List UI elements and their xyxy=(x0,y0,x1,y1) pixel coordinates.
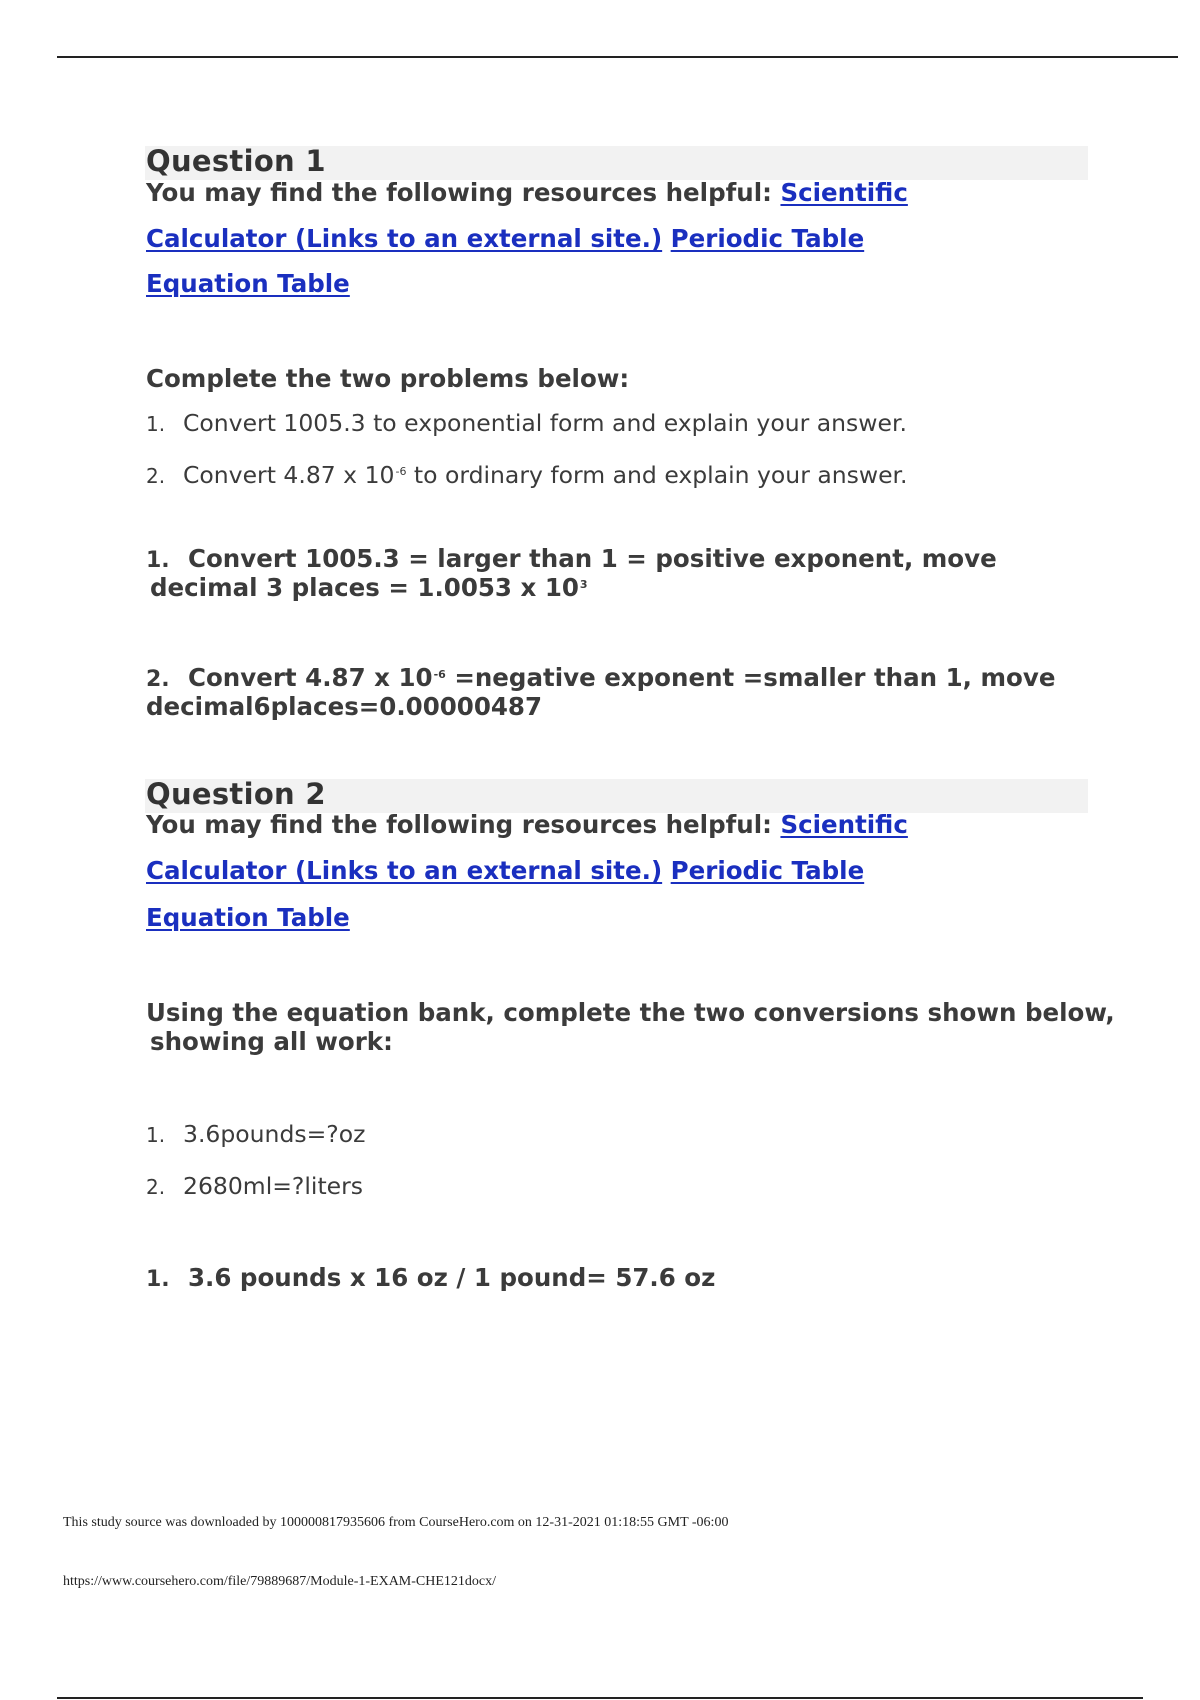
question-2-instruction-line-1: Using the equation bank, complete the two conversions shown below, xyxy=(146,998,1115,1027)
question-1-instruction: Complete the two problems below: xyxy=(146,364,630,393)
question-2-resources-line xyxy=(146,810,908,839)
scientific-link[interactable]: Scientific xyxy=(780,810,908,839)
answer-text: Convert 1005.3 = larger than 1 = positive exponent, move xyxy=(188,544,997,573)
exponent: -6 xyxy=(395,465,407,478)
scientific-link[interactable]: Scientific xyxy=(780,178,908,207)
question-1-title: Question 1 xyxy=(146,144,326,178)
question-1-resources-line-2 xyxy=(146,224,864,253)
calculator-link[interactable]: Calculator (Links to an external site.) xyxy=(146,224,663,253)
question-1-problem-1 xyxy=(146,409,907,437)
problem-text: 3.6pounds=?oz xyxy=(183,1120,366,1148)
question-2-title: Question 2 xyxy=(146,777,326,811)
exponent: 3 xyxy=(579,578,588,591)
question-1-answer-1-line-1 xyxy=(146,544,997,573)
question-2-instruction-line-2: showing all work: xyxy=(150,1027,393,1056)
equation-table-link[interactable]: Equation Table xyxy=(146,269,350,298)
resources-intro: You may find the following resources helpful: xyxy=(146,178,781,207)
answer-text: 3.6 pounds x 16 oz / 1 pound= 57.6 oz xyxy=(188,1263,716,1292)
question-1-answer-2-line-2 xyxy=(146,692,542,721)
answer-text: Convert 4.87 x 10 xyxy=(188,663,433,692)
question-2-resources-line-3 xyxy=(146,903,350,932)
question-1-resources-line xyxy=(146,178,908,207)
answer-number: 2. xyxy=(146,667,170,692)
answer-text: decimal 3 places = 1.0053 x 10 xyxy=(150,573,579,602)
question-2-problem-2 xyxy=(146,1172,363,1200)
problem-text: Convert 1005.3 to exponential form and explain your answer. xyxy=(183,409,907,437)
source-url[interactable]: https://www.coursehero.com/file/79889687/Module-1-EXAM-CHE121docx/ xyxy=(63,1574,497,1589)
answer-text: decimal6places=0.00000487 xyxy=(146,692,543,721)
periodic-table-link[interactable]: Periodic Table xyxy=(670,224,865,253)
problem-text-cont: to ordinary form and explain your answer. xyxy=(406,461,908,489)
question-1-answer-2-line-1 xyxy=(146,663,1055,692)
question-2-resources-line-2 xyxy=(146,856,864,885)
problem-text: Convert 4.87 x 10 xyxy=(183,461,395,489)
calculator-link[interactable]: Calculator (Links to an external site.) xyxy=(146,856,663,885)
answer-text-cont: =negative exponent =smaller than 1, move xyxy=(445,663,1056,692)
periodic-table-link[interactable]: Periodic Table xyxy=(670,856,865,885)
equation-table-link[interactable]: Equation Table xyxy=(146,903,350,932)
problem-number: 1. xyxy=(146,412,166,436)
problem-text: 2680ml=?liters xyxy=(183,1172,364,1200)
question-1-problem-2 xyxy=(146,461,908,489)
download-notice: This study source was downloaded by 100000817935606 from CourseHero.com on 12-31-2021 01:18:55 GMT -06:00 xyxy=(63,1515,729,1530)
question-1-resources-line-3 xyxy=(146,269,350,298)
exponent: -6 xyxy=(433,668,446,681)
problem-number: 1. xyxy=(146,1123,166,1147)
answer-number: 1. xyxy=(146,548,170,573)
question-1-answer-1-line-2 xyxy=(150,573,588,602)
problem-number: 2. xyxy=(146,1175,166,1199)
bottom-rule xyxy=(57,1697,1143,1699)
answer-number: 1. xyxy=(146,1267,170,1292)
resources-intro: You may find the following resources helpful: xyxy=(146,810,781,839)
question-2-answer-1 xyxy=(146,1263,715,1292)
question-2-problem-1 xyxy=(146,1120,366,1148)
top-rule xyxy=(57,56,1178,58)
problem-number: 2. xyxy=(146,464,166,488)
